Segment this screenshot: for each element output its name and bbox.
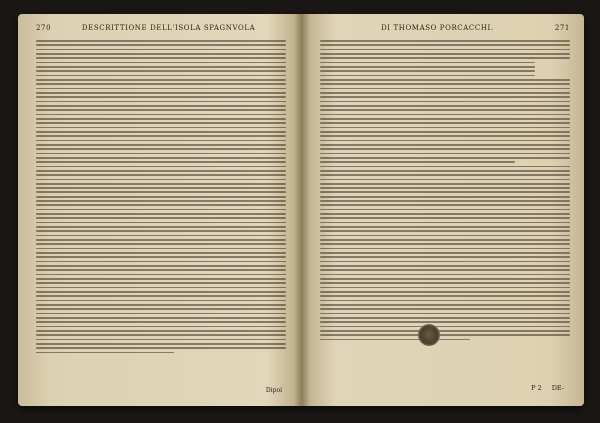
text-line	[320, 204, 570, 206]
text-line	[36, 174, 286, 176]
text-line	[320, 105, 570, 107]
text-line	[36, 278, 286, 280]
text-line	[36, 326, 286, 328]
text-line	[320, 317, 570, 319]
text-line	[36, 256, 286, 258]
signature-mark: P 2	[531, 384, 542, 392]
text-line	[320, 101, 570, 103]
text-line	[320, 339, 470, 341]
text-line	[320, 334, 570, 336]
text-line	[36, 200, 286, 202]
text-line	[36, 339, 286, 341]
left-margin-note-1	[22, 229, 48, 235]
left-running-head	[36, 24, 286, 36]
text-line	[320, 252, 570, 254]
text-line	[320, 49, 570, 51]
text-line	[36, 261, 286, 263]
left-running-title: DESCRITTIONE DELL'ISOLA SPAGNVOLA	[81, 24, 256, 32]
text-line	[36, 321, 286, 323]
text-line	[320, 109, 570, 111]
text-line	[320, 261, 570, 263]
text-line	[36, 53, 286, 55]
text-line	[320, 166, 570, 168]
text-line	[36, 304, 286, 306]
text-line	[36, 153, 286, 155]
text-line	[320, 278, 570, 280]
text-line	[36, 308, 286, 310]
text-line	[320, 88, 570, 90]
text-line	[320, 122, 570, 124]
text-line	[36, 66, 286, 68]
text-line	[36, 217, 286, 219]
text-line	[36, 118, 286, 120]
text-line	[36, 248, 286, 250]
text-line	[320, 153, 570, 155]
text-line	[36, 109, 286, 111]
text-line	[36, 114, 286, 116]
text-line	[320, 57, 570, 59]
text-line	[36, 101, 286, 103]
text-line	[36, 40, 286, 42]
text-line	[320, 304, 570, 306]
text-line	[320, 235, 570, 237]
text-line	[36, 343, 286, 345]
text-line	[320, 313, 570, 315]
text-line	[36, 330, 286, 332]
text-line	[320, 326, 570, 328]
text-line	[36, 243, 286, 245]
text-line	[36, 144, 286, 146]
text-line	[36, 274, 286, 276]
text-line	[320, 96, 570, 98]
text-line	[320, 183, 570, 185]
text-line	[36, 75, 286, 77]
text-line	[36, 62, 286, 64]
text-line	[36, 49, 286, 51]
text-line	[36, 300, 286, 302]
text-line	[36, 166, 286, 168]
right-page	[320, 24, 570, 396]
text-line	[36, 83, 286, 85]
text-line	[36, 131, 286, 133]
text-line	[320, 170, 570, 172]
text-line	[36, 105, 286, 107]
text-line	[36, 313, 286, 315]
left-catchword: Dipoi	[265, 387, 282, 394]
text-line	[36, 269, 286, 271]
text-line	[36, 170, 286, 172]
text-line	[320, 75, 535, 77]
left-page	[36, 24, 286, 396]
right-running-title: DI THOMASO PORCACCHI.	[381, 24, 494, 32]
fleuron-ornament	[418, 324, 440, 346]
text-line	[320, 191, 570, 193]
text-line	[36, 317, 286, 319]
text-line	[36, 226, 286, 228]
text-line	[320, 287, 570, 289]
text-line	[320, 239, 570, 241]
text-line	[36, 235, 286, 237]
text-line	[320, 226, 570, 228]
text-line	[320, 243, 570, 245]
text-line	[36, 148, 286, 150]
text-line	[36, 92, 286, 94]
text-line	[36, 213, 286, 215]
right-text-block	[320, 40, 570, 340]
right-page-footer	[531, 384, 564, 392]
text-line	[320, 274, 570, 276]
text-line	[36, 183, 286, 185]
text-line	[36, 122, 286, 124]
text-line	[36, 352, 174, 354]
text-line	[320, 174, 570, 176]
text-line	[320, 140, 570, 142]
text-line	[320, 200, 570, 202]
text-line	[320, 308, 570, 310]
text-line	[320, 161, 515, 163]
left-text-block	[36, 40, 286, 353]
text-line	[36, 291, 286, 293]
text-line	[36, 79, 286, 81]
text-line	[36, 96, 286, 98]
text-line	[320, 83, 570, 85]
text-line	[320, 256, 570, 258]
text-line	[320, 187, 570, 189]
text-line	[320, 114, 570, 116]
text-line	[36, 44, 286, 46]
text-line	[36, 88, 286, 90]
text-line	[36, 70, 286, 72]
text-line	[320, 222, 570, 224]
text-line	[36, 191, 286, 193]
text-line	[320, 265, 570, 267]
left-page-number: 270	[36, 24, 52, 32]
text-line	[320, 79, 570, 81]
text-line	[320, 118, 570, 120]
text-line	[36, 140, 286, 142]
text-line	[36, 127, 286, 129]
text-line	[320, 291, 570, 293]
book-gutter	[294, 14, 310, 406]
right-running-head	[320, 24, 570, 36]
text-line	[320, 157, 570, 159]
text-line	[320, 282, 570, 284]
text-line	[36, 334, 286, 336]
text-line	[320, 321, 570, 323]
text-line	[36, 287, 286, 289]
text-line	[36, 161, 286, 163]
text-line	[36, 57, 286, 59]
text-line	[320, 148, 570, 150]
text-line	[320, 209, 570, 211]
text-line	[36, 222, 286, 224]
text-line	[36, 230, 286, 232]
text-line	[36, 157, 286, 159]
text-line	[36, 209, 286, 211]
text-line	[320, 230, 570, 232]
text-line	[320, 131, 570, 133]
text-line	[36, 179, 286, 181]
text-line	[320, 40, 570, 42]
text-line	[320, 330, 570, 332]
text-line	[36, 347, 286, 349]
text-line	[36, 196, 286, 198]
text-line	[36, 204, 286, 206]
text-line	[320, 217, 570, 219]
text-line	[320, 269, 570, 271]
text-line	[36, 282, 286, 284]
text-line	[320, 196, 570, 198]
text-line	[320, 248, 570, 250]
text-line	[36, 295, 286, 297]
text-line	[36, 187, 286, 189]
text-line	[320, 144, 570, 146]
text-line	[320, 135, 570, 137]
text-line	[36, 135, 286, 137]
text-line	[320, 53, 570, 55]
text-line	[320, 127, 570, 129]
text-line	[320, 179, 570, 181]
text-line	[320, 70, 535, 72]
book-spread	[18, 14, 584, 406]
text-line	[320, 92, 570, 94]
right-page-number: 271	[554, 24, 570, 32]
text-line	[36, 252, 286, 254]
text-line	[320, 213, 570, 215]
text-line	[320, 66, 535, 68]
text-line	[320, 44, 570, 46]
text-line	[36, 239, 286, 241]
right-catchword: DE-	[551, 384, 564, 392]
text-line	[36, 265, 286, 267]
text-line	[320, 62, 535, 64]
text-line	[320, 300, 570, 302]
left-margin-note-2	[22, 282, 48, 288]
text-line	[320, 295, 570, 297]
